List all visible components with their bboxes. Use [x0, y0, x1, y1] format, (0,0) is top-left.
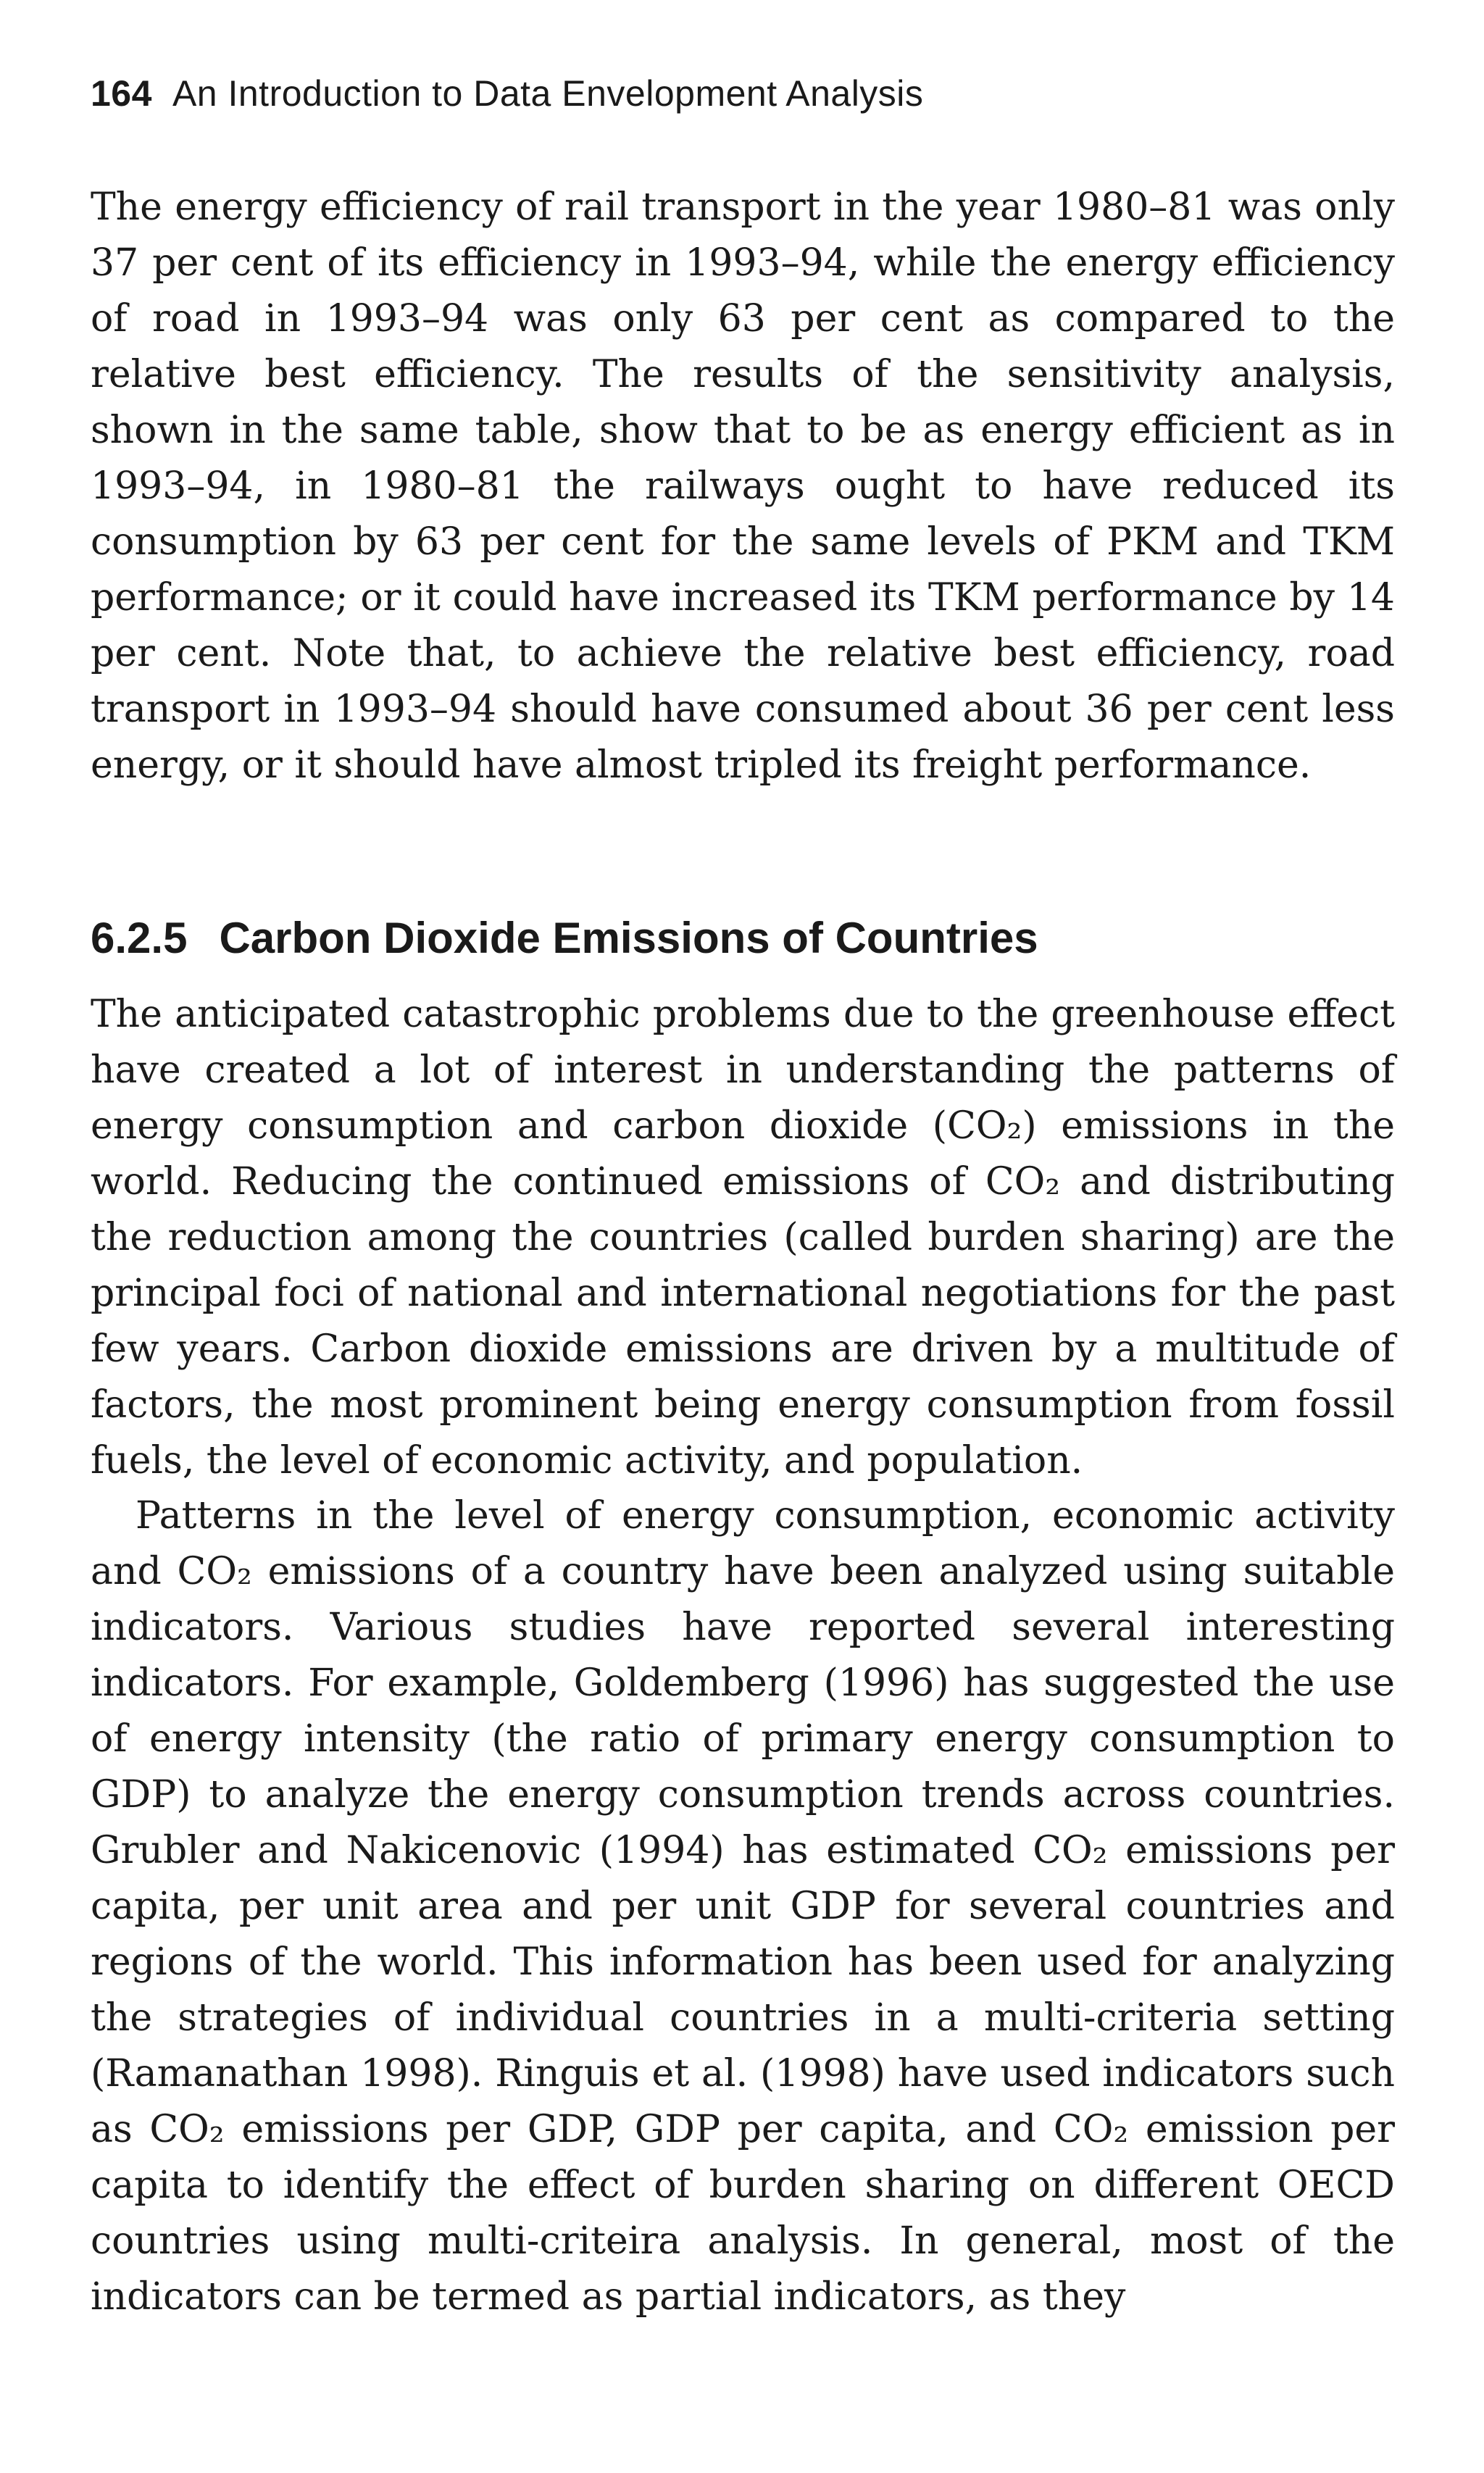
paragraph-greenhouse-effect: The anticipated catastrophic problems due to the greenhouse effect have created a lot of interest in understanding the patterns of energy consumption and carbon dioxide (CO₂) emissions in the world. Reducing the continued emissions of CO₂ and distributing the reduction among the countries (called burden sharing) are the principal foci of national and international negotiations for the past few years. Carbon dioxide emissions are driven by a multitude of factors, the most prominent being energy consumption from fossil fuels, the level of economic activity, and population. [91, 993, 1395, 1482]
section-heading [91, 914, 1038, 962]
paragraph-indicators: Patterns in the level of energy consumption, economic activity and CO₂ emissions of a country have been analyzed using suitable indicators. Various studies have reported several interesting indicators. For example, Goldemberg (1996) has suggested the use of energy intensity (the ratio of primary energy consumption to GDP) to analyze the energy consumption trends across countries. Grubler and Nakicenovic (1994) has estimated CO₂ emissions per capita, per unit area and per unit GDP for several countries and regions of the world. This information has been used for analyzing the strategies of individual countries in a multi-criteria setting (Ramanathan 1998). Ringuis et al. (1998) have used indicators such as CO₂ emissions per GDP, GDP per capita, and CO₂ emission per capita to identify the effect of burden sharing on different OECD countries using multi-criteira analysis. In general, most of the indicators can be termed as partial indicators, as they [91, 1494, 1395, 2319]
page-number: 164 [91, 73, 152, 114]
paragraph-energy-efficiency: The energy efficiency of rail transport in the year 1980–81 was only 37 per cent of its efficiency in 1993–94, while the energy efficiency of road in 1993–94 was only 63 per cent as compared to the relative best efficiency. The results of the sensitivity analysis, shown in the same table, show that to be as energy efficient as in 1993–94, in 1980–81 the railways ought to have reduced its consumption by 63 per cent for the same levels of PKM and TKM performance; or it could have increased its TKM performance by 14 per cent. Note that, to achieve the relative best efficiency, road transport in 1993–94 should have consumed about 36 per cent less energy, or it should have almost tripled its freight performance. [91, 185, 1395, 787]
book-title: An Introduction to Data Envelopment Analysis [172, 73, 924, 114]
section-title: Carbon Dioxide Emissions of Countries [219, 914, 1038, 962]
section-number: 6.2.5 [91, 914, 188, 962]
running-head [91, 75, 923, 112]
